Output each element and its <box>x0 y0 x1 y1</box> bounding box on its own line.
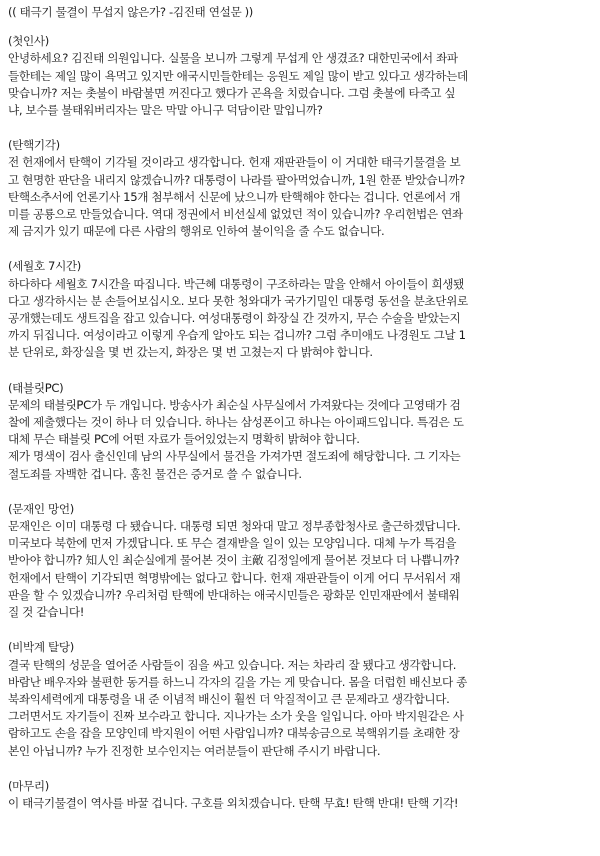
paragraph-line: 냐, 보수를 불태워버리자는 말은 막말 아니구 덕담이란 말입니까? <box>8 103 323 118</box>
speech-section <box>8 778 592 812</box>
paragraph-line: 문재인은 이미 대통령 다 됐습니다. 대통령 되면 청와대 말고 정부종합청사로 출근하겠답니다. <box>8 519 461 534</box>
paragraph-line: 맞습니까? 저는 촛불이 바람불면 꺼진다고 했다가 곤욕을 치렀습니다. 그럼 촛불에 타죽고 싶 <box>8 85 456 100</box>
speech-section <box>8 258 592 361</box>
paragraph-line: 제가 명색이 검사 출신인데 남의 사무실에서 물건을 가져가면 절도죄에 해당합니다. 그 기자는 <box>8 449 461 464</box>
paragraph-line: 고 현명한 판단을 내리지 않겠습니까? 대통령이 나라를 팔아먹었습니까, 1원 한푼 받았습니까? <box>8 172 465 187</box>
paragraph-line: 북좌익세력에게 대통령을 내 준 이념적 배신이 훨씬 더 악질적이고 큰 문제라고 생각합니다. <box>8 691 450 706</box>
paragraph-line: 대체 무슨 태블릿 PC에 어떤 자료가 들어있었는지 명확히 밝혀야 합니다. <box>8 432 360 447</box>
document-title: (( 태극기 물결이 무섭지 않은가? -김진태 연설문 )) <box>8 5 253 19</box>
paragraph-line: 다고 생각하시는 분 손들어보십시오. 보다 못한 청와대가 국가기밀인 대통령 동선을 분초단위로 <box>8 293 468 308</box>
paragraph-line: 본인 아닙니까? 누가 진정한 보수인지는 여러분들이 판단해 주시기 바랍니다. <box>8 743 381 758</box>
speech-section <box>8 501 592 621</box>
section-heading: (첫인사) <box>8 34 49 49</box>
section-heading: (세월호 7시간) <box>8 259 81 274</box>
paragraph-line: 이 태극기물결이 역사를 바꿀 겁니다. 구호를 외치겠습니다. 탄핵 무효! 탄핵 반대! 탄핵 기각! <box>8 795 459 810</box>
section-heading: (마무리) <box>8 778 49 793</box>
sections-container <box>8 33 592 812</box>
paragraph-line: 문제의 태블릿PC가 두 개입니다. 방송사가 최순실 사무실에서 가져왔다는 것에다 고영태가 검 <box>8 397 461 412</box>
speech-section <box>8 33 592 119</box>
paragraph-line: 들한테는 제일 많이 욕먹고 있지만 애국시민들한테는 응원도 제일 많이 받고 있다고 생각하는데 <box>8 68 468 83</box>
speech-section <box>8 639 592 759</box>
paragraph-line: 받아야 합니까? 知人인 최순실에게 물어본 것이 主敵 김정일에게 물어본 것보다 더 나쁩니까? <box>8 553 460 568</box>
paragraph-line: 탄핵소추서에 언론기사 15개 첨부해서 신문에 났으니까 탄핵해야 한다는 겁니다. 언론에서 개 <box>8 189 461 204</box>
paragraph-line: 미를 공룡으로 만들었습니다. 역대 정권에서 비선실세 없었던 적이 있습니까? 우리헌법은 연좌 <box>8 207 463 222</box>
paragraph-line: 까지 뒤집니다. 여성이라고 이렇게 우습게 알아도 되는 겁니까? 그럼 추미애도 나경원도 그날 1 <box>8 328 466 343</box>
paragraph-line: 질 것 같습니다! <box>8 605 85 620</box>
paragraph-line: 바람난 배우자와 불편한 동거를 하느니 각자의 길을 가는 게 맞습니다. 몸을 더럽힌 배신보다 종 <box>8 674 467 689</box>
paragraph-line: 하다하다 세월호 7시간을 따집니다. 박근혜 대통령이 구조하라는 말을 안해서 아이들이 희생됐 <box>8 276 465 291</box>
paragraph-line: 찰에 제출했다는 것이 하나 더 있습니다. 하나는 삼성폰이고 하나는 아이패드입니다. 특검은 도 <box>8 415 464 430</box>
paragraph-line: 미국보다 북한에 먼저 가겠답니다. 또 무슨 결재받을 일이 있는 모양입니다. 대체 누가 특검을 <box>8 536 457 551</box>
paragraph-line: 공개했는데도 생트집을 잡고 있습니다. 여성대통령이 화장실 간 것까지, 무슨 수술을 받았는지 <box>8 311 461 326</box>
paragraph-line: 제 금지가 있기 때문에 다른 사람의 행위로 인하여 불이익을 줄 수도 없습니다. <box>8 224 385 239</box>
paragraph-line: 그러면서도 자기들이 진짜 보수라고 합니다. 지나가는 소가 웃을 일입니다. 아마 박지원같은 사 <box>8 709 464 724</box>
paragraph-line: 절도죄를 자백한 겁니다. 훔친 물건은 증거로 쓸 수 없습니다. <box>8 466 302 481</box>
paragraph-line: 람하고도 손을 잡을 모양인데 박지원이 어떤 사람입니까? 대북송금으로 북핵위기를 초래한 장 <box>8 726 460 741</box>
paragraph-line: 헌재에서 탄핵이 기각되면 혁명밖에는 없다고 합니다. 헌재 재판관들이 이게 어디 무서워서 재 <box>8 570 461 585</box>
section-heading: (탄핵기각) <box>8 138 60 153</box>
paragraph-line: 분 단위로, 화장실을 몇 번 갔는지, 화장은 몇 번 고쳤는지 다 밝혀야 합니다. <box>8 345 373 360</box>
speech-section <box>8 137 592 240</box>
speech-section <box>8 380 592 483</box>
paragraph-line: 판을 할 수 있겠습니까? 우리처럼 탄핵에 반대하는 애국시민들은 광화문 인민재판에서 불태워 <box>8 587 460 602</box>
section-heading: (비박계 탈당) <box>8 640 74 655</box>
paragraph-line: 결국 탄핵의 성문을 열어준 사람들이 짐을 싸고 있습니다. 저는 차라리 잘 됐다고 생각합니다. <box>8 657 457 672</box>
section-heading: (문재인 망언) <box>8 501 74 516</box>
paragraph-line: 전 헌재에서 탄핵이 기각될 것이라고 생각합니다. 헌재 재판관들이 이 거대한 태극기물결을 보 <box>8 155 461 170</box>
paragraph-line: 안녕하세요? 김진태 의원입니다. 실물을 보니까 그렇게 무섭게 안 생겼죠? 대한민국에서 좌파 <box>8 51 458 66</box>
section-heading: (태블릿PC) <box>8 380 64 395</box>
